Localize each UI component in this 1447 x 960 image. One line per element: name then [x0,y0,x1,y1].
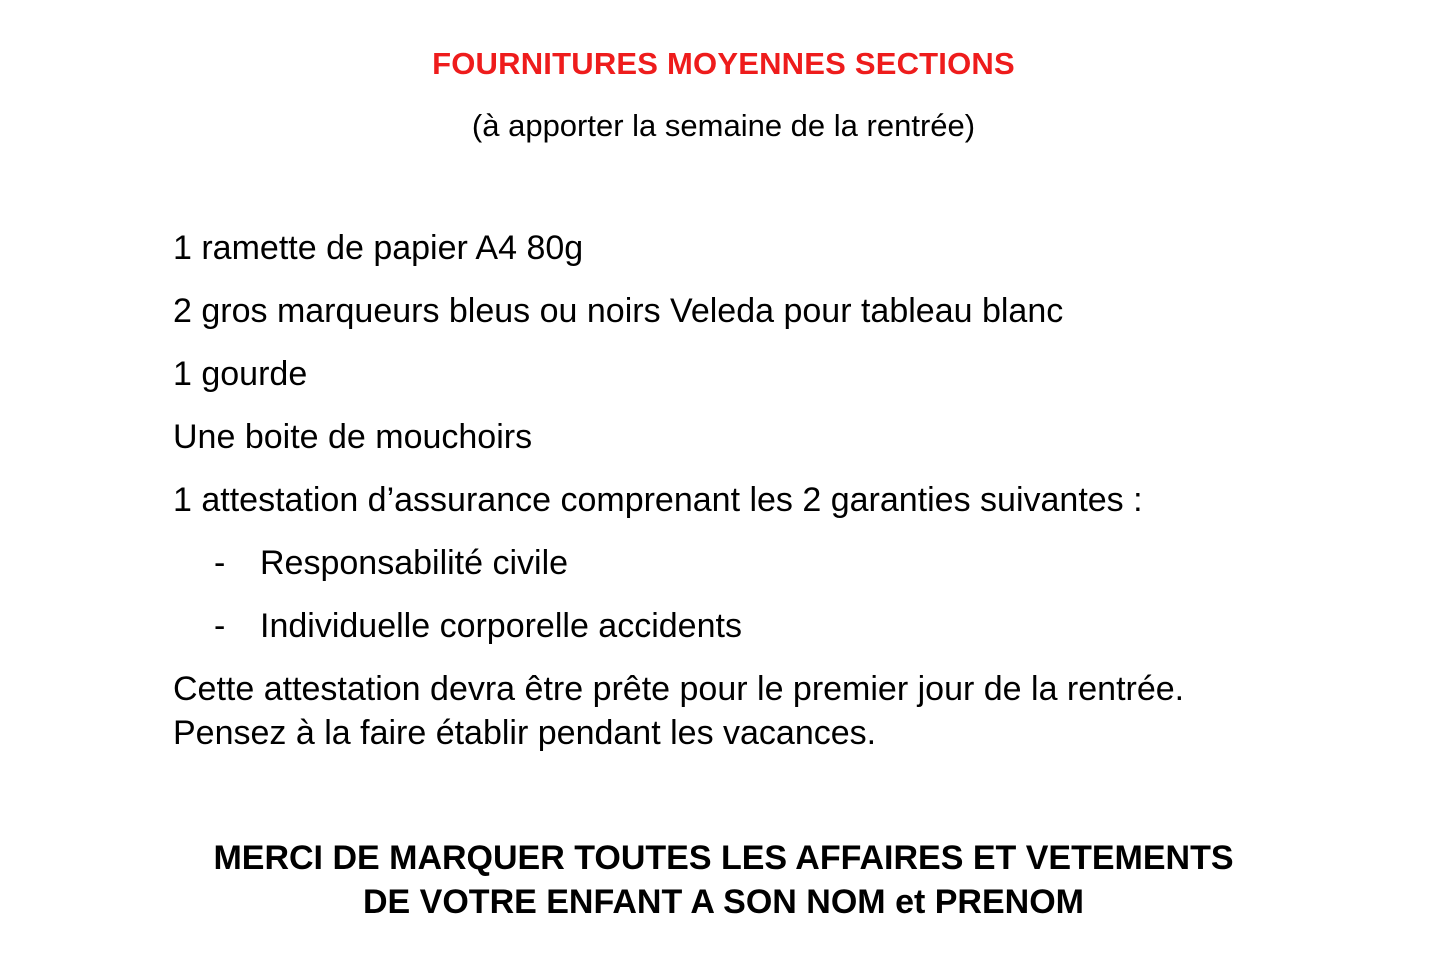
insurance-note-line-1: Cette attestation devra être prête pour le premier jour de la rentrée. [173,670,1185,708]
guarantee-label: Responsabilité civile [260,544,569,582]
supply-item-tissues: Une boite de mouchoirs [173,418,533,456]
labeling-reminder-line-1: MERCI DE MARQUER TOUTES LES AFFAIRES ET VETEMENTS [213,839,1234,877]
supply-item-insurance: 1 attestation d’assurance comprenant les 2 garanties suivantes : [173,481,1143,519]
guarantee-item-accidents [214,605,742,647]
bullet-dash: - [214,607,226,645]
labeling-reminder [0,836,1447,924]
guarantee-label: Individuelle corporelle accidents [260,607,742,645]
page-title: FOURNITURES MOYENNES SECTIONS [432,46,1015,81]
bullet-dash: - [214,544,226,582]
supply-item-water-bottle: 1 gourde [173,355,308,393]
page-subtitle: (à apporter la semaine de la rentrée) [471,108,976,143]
insurance-note [173,667,1184,755]
labeling-reminder-line-2: DE VOTRE ENFANT A SON NOM et PRENOM [363,883,1084,921]
guarantee-item-civil-liability [214,542,568,584]
insurance-note-line-2: Pensez à la faire établir pendant les vacances. [173,714,877,752]
supply-item-markers: 2 gros marqueurs bleus ou noirs Veleda pour tableau blanc [173,292,1064,330]
supply-item-paper: 1 ramette de papier A4 80g [173,229,584,267]
